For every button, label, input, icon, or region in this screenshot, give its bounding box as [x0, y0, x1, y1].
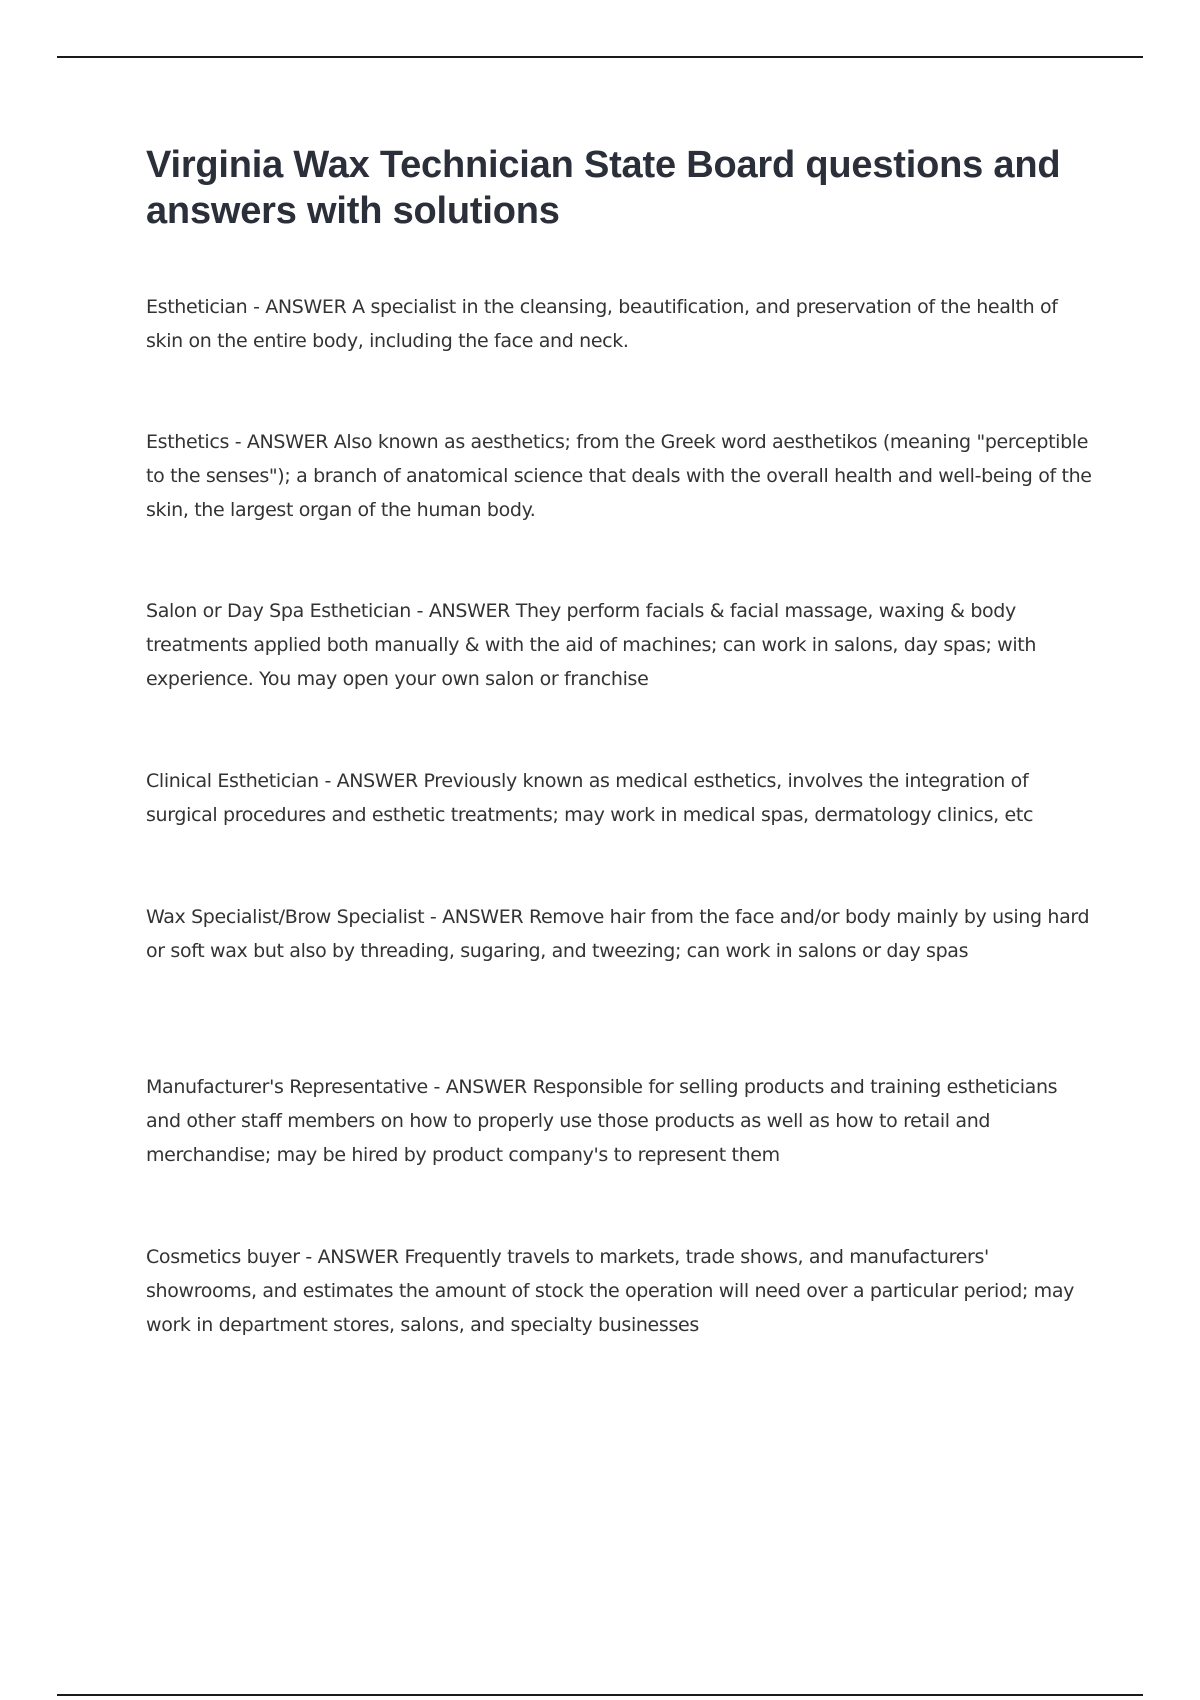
header-rule: [57, 56, 1143, 58]
qa-item-salon-day-spa-esthetician: Salon or Day Spa Esthetician - ANSWER They perform facials & facial massage, waxing & body treatments applied both manually & with the aid of machines; can work in salons, day spas; with experience. You may open your own salon or franchise: [146, 600, 1037, 690]
qa-item-esthetics: Esthetics - ANSWER Also known as aesthetics; from the Greek word aesthetikos (meaning "perceptible to the senses"); a branch of anatomical science that deals with the overall health and well-being of the skin, the largest organ of the human body.: [146, 431, 1092, 521]
qa-item-clinical-esthetician: Clinical Esthetician - ANSWER Previously known as medical esthetics, involves the integration of surgical procedures and esthetic treatments; may work in medical spas, dermatology clinics, etc: [146, 770, 1034, 826]
qa-item-cosmetics-buyer: Cosmetics buyer - ANSWER Frequently travels to markets, trade shows, and manufacturers' showrooms, and estimates the amount of stock the operation will need over a particular period; may work in department stores, salons, and specialty businesses: [146, 1246, 1075, 1336]
footer-rule: [57, 1694, 1143, 1696]
qa-item-esthetician: Esthetician - ANSWER A specialist in the cleansing, beautification, and preservation of the health of skin on the entire body, including the face and neck.: [146, 296, 1058, 352]
qa-item-manufacturers-representative: Manufacturer's Representative - ANSWER Responsible for selling products and training estheticians and other staff members on how to properly use those products as well as how to retail and merchandise; may be hired by product company's to represent them: [146, 1076, 1058, 1166]
qa-item-wax-brow-specialist: Wax Specialist/Brow Specialist - ANSWER Remove hair from the face and/or body mainly by using hard or soft wax but also by threading, sugaring, and tweezing; can work in salons or day spas: [146, 906, 1090, 962]
document-title: Virginia Wax Technician State Board questions and answers with solutions: [146, 144, 1061, 232]
